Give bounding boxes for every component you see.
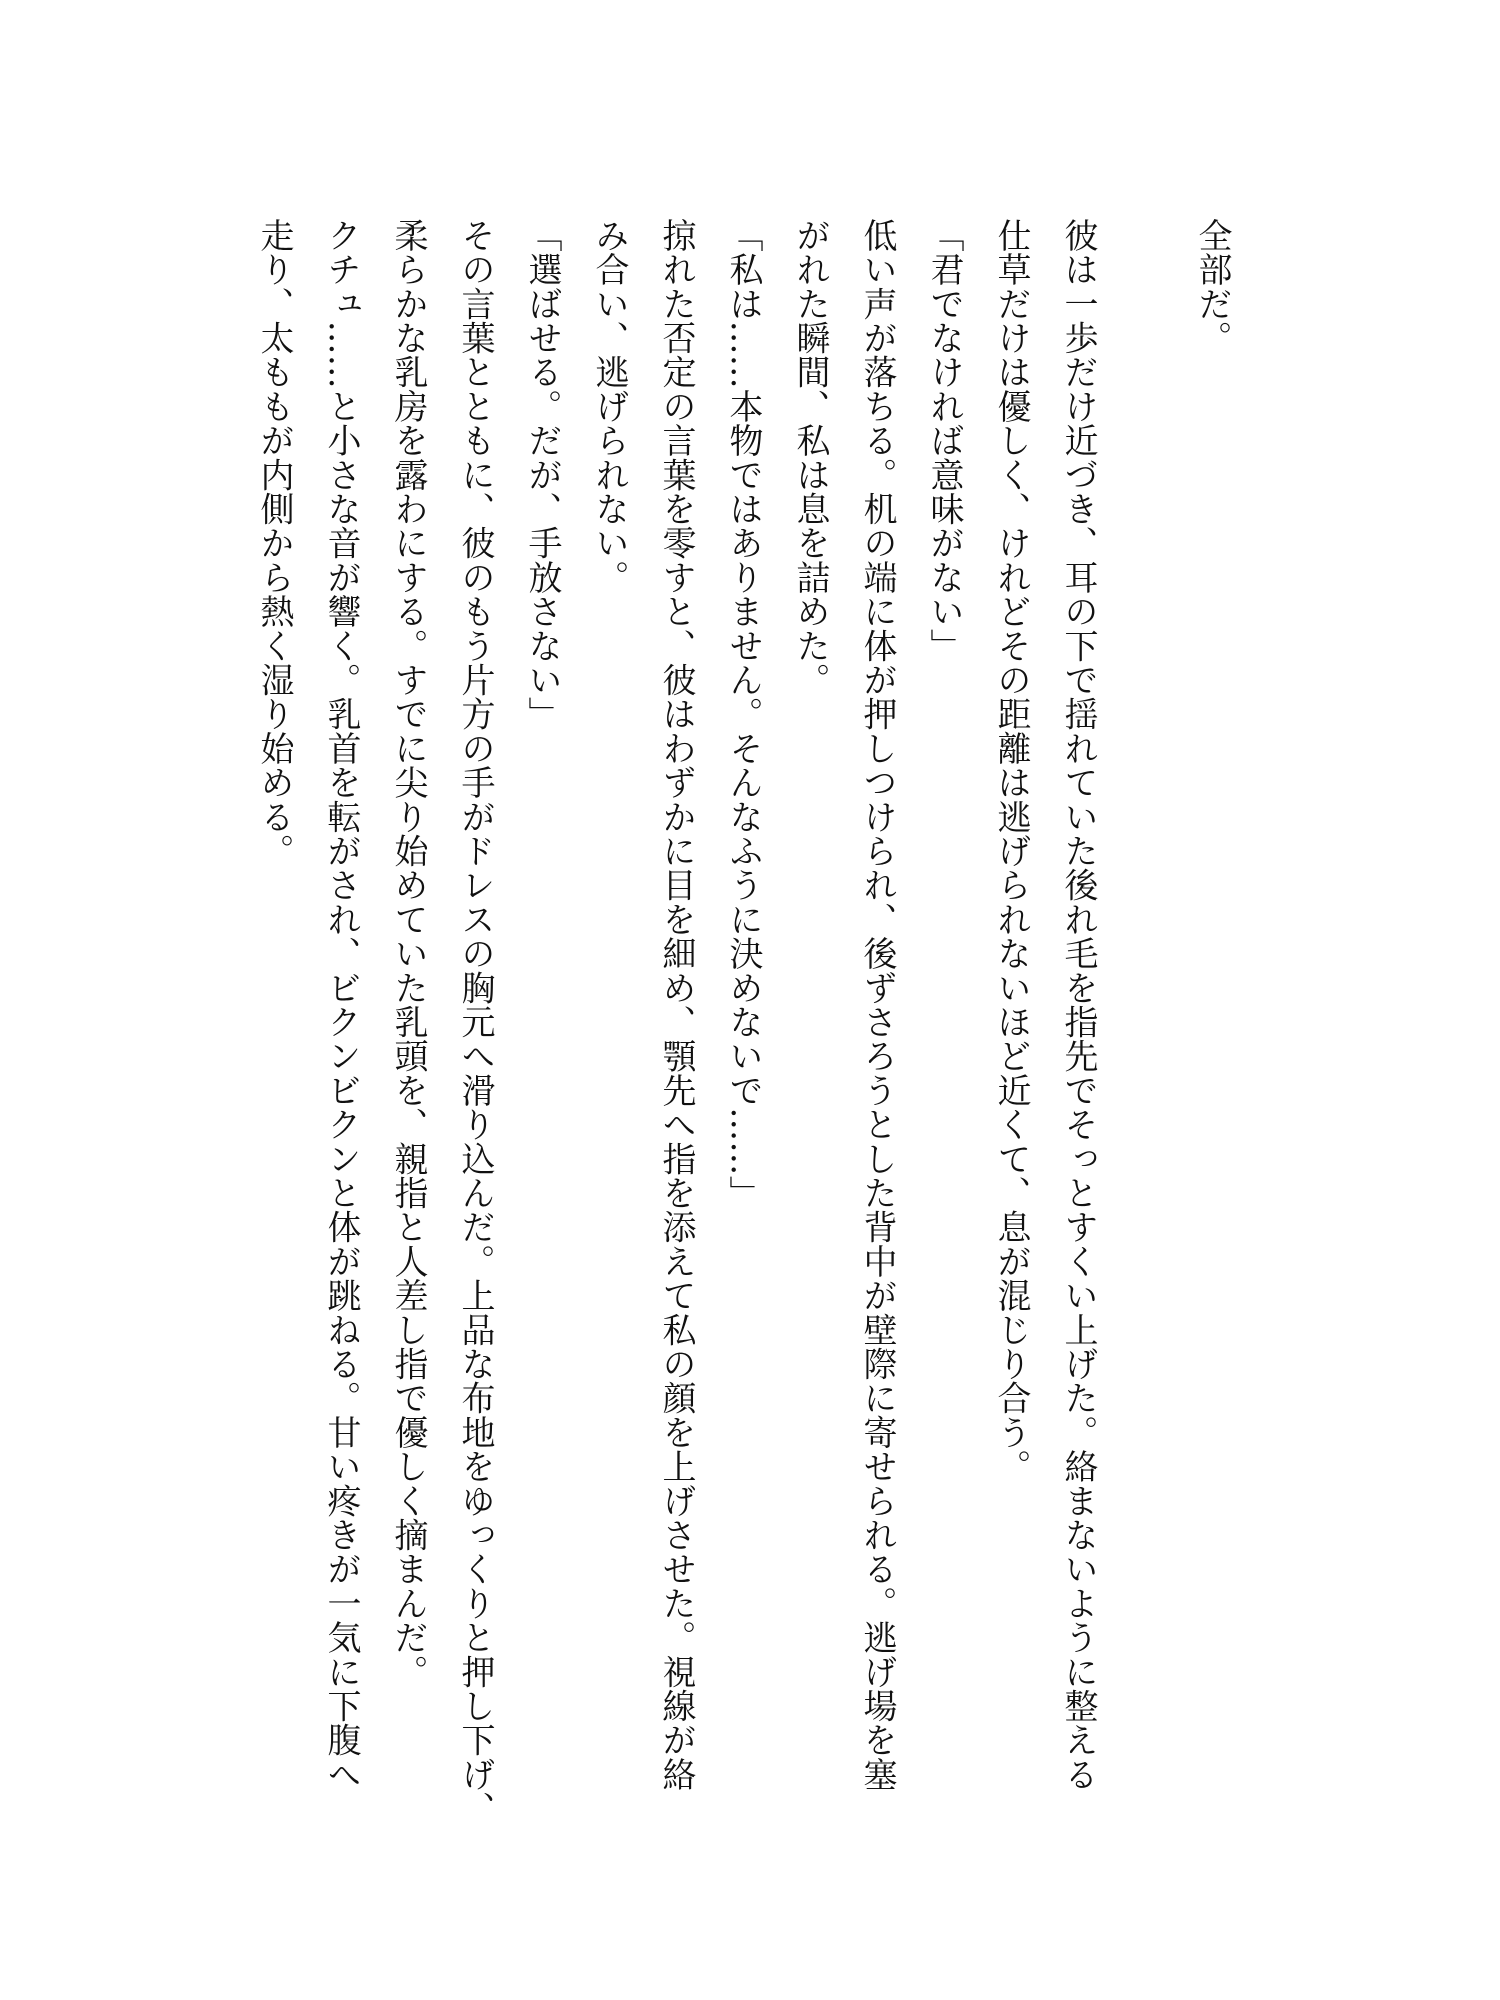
text-line-15: 走り、太ももが内側から熱く湿り始める。 [254,218,294,868]
blank-line [1111,218,1178,1868]
text-line-4: 仕草だけは優しく、けれどその距離は逃げられないほど近くて、息が混じり合う。 [991,218,1031,1484]
text-line-3: 彼は一歩だけ近づき、耳の下で揺れていた後れ毛を指先でそっとすくい上げた。絡まないように整える [1058,218,1098,1792]
text-line-12: その言葉とともに、彼のもう片方の手がドレスの胸元へ滑り込んだ。上品な布地をゆっくりと押し下げ、 [455,218,495,1826]
text-line-6: 低い声が落ちる。机の端に体が押しつけられ、後ずさろうとした背中が壁際に寄せられる。逃げ場を塞 [857,218,897,1792]
text-line-1: 全部だ。 [1192,218,1232,355]
text-line-11: 「選ばせる。だが、手放さない」 [522,218,562,731]
text-line-7: がれた瞬間、私は息を詰めた。 [790,218,830,697]
vertical-text-block [245,218,1245,1868]
text-line-10: み合い、逃げられない。 [589,218,629,595]
text-line-5: 「君でなければ意味がない」 [924,218,964,663]
text-line-8: 「私は……本物ではありません。そんなふうに決めないで……」 [723,218,763,1210]
text-line-14: クチュ……と小さな音が響く。乳首を転がされ、ビクンビクンと体が跳ねる。甘い疼きが一気に下腹へ [321,218,361,1792]
text-line-9: 掠れた否定の言葉を零すと、彼はわずかに目を細め、顎先へ指を添えて私の顔を上げさせた。視線が絡 [656,218,696,1792]
text-line-13: 柔らかな乳房を露わにする。すでに尖り始めていた乳頭を、親指と人差し指で優しく摘まんだ。 [388,218,428,1689]
